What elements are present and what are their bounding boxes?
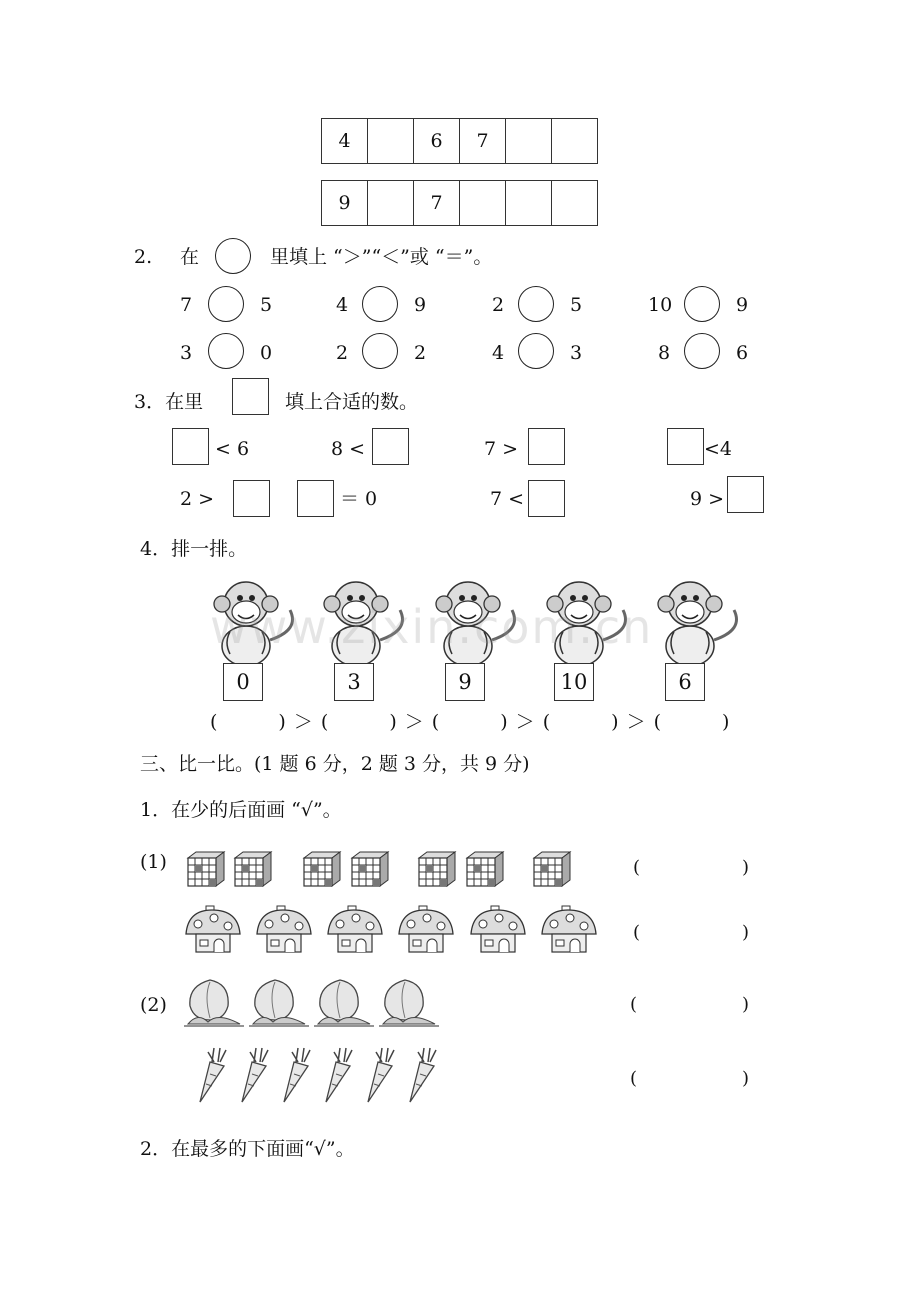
q3-prefix: 3．在里 (134, 391, 204, 413)
answer-box[interactable] (667, 428, 704, 465)
section-heading: 三、比一比。(1 题 6 分，2 题 3 分，共 9 分) (140, 753, 530, 775)
mushroom-house-row (184, 904, 614, 959)
answer-paren-close: ) (742, 1068, 750, 1089)
monkey-number-box: 3 (334, 663, 374, 701)
monkey-number-box: 10 (554, 663, 594, 701)
answer-box[interactable] (727, 476, 764, 513)
q3-item: 2 > (180, 488, 215, 510)
seq-cell[interactable] (460, 181, 506, 225)
rubik-cube-row (184, 850, 584, 890)
seq-cell[interactable] (506, 181, 552, 225)
compare-circle[interactable] (684, 333, 720, 369)
peach-row (184, 976, 444, 1031)
seq-cell: 6 (414, 119, 460, 163)
compare-left: 4 (492, 342, 505, 364)
compare-left: 10 (648, 294, 673, 316)
q2-prefix: 在 (180, 246, 200, 268)
compare-right: 6 (736, 342, 749, 364)
seq-cell: 9 (322, 181, 368, 225)
watermark: www.zixin.com.cn (210, 600, 654, 654)
part1-label: (1) (140, 851, 167, 873)
q3-item: ＝ 0 (340, 488, 378, 510)
q4-title: 4．排一排。 (140, 538, 248, 560)
compare-left: 2 (336, 342, 349, 364)
carrot-row (190, 1046, 450, 1106)
seq-cell[interactable] (368, 119, 414, 163)
q3-item: 9 > (690, 488, 725, 510)
compare-right: 3 (570, 342, 583, 364)
q3-item: 7 > (484, 438, 519, 460)
q3-item: <4 (704, 438, 733, 460)
compare-left: 7 (180, 294, 193, 316)
q2-example-circle (215, 238, 251, 274)
answer-box[interactable] (233, 480, 270, 517)
seq-cell: 7 (414, 181, 460, 225)
monkey-number-box: 6 (665, 663, 705, 701)
compare-circle[interactable] (362, 286, 398, 322)
q2-instruction: 里填上 “＞”“＜”或 “＝”。 (270, 246, 493, 268)
seq-cell[interactable] (552, 181, 597, 225)
answer-paren-open: ( (633, 922, 641, 943)
compare-right: 2 (414, 342, 427, 364)
seq-cell[interactable] (368, 181, 414, 225)
q3-item: < 6 (215, 438, 250, 460)
seq-cell: 7 (460, 119, 506, 163)
compare-left: 8 (658, 342, 671, 364)
q3-item: 8 < (331, 438, 366, 460)
compare-circle[interactable] (684, 286, 720, 322)
compare-circle[interactable] (208, 333, 244, 369)
sequence-row-1 (321, 118, 598, 164)
q3-item: 7 < (490, 488, 525, 510)
compare-right: 0 (260, 342, 273, 364)
compare-circle[interactable] (518, 333, 554, 369)
compare-circle[interactable] (518, 286, 554, 322)
answer-paren-open: ( (630, 994, 638, 1015)
compare-circle[interactable] (208, 286, 244, 322)
section3-q2-title: 2．在最多的下面画“√”。 (140, 1138, 355, 1160)
answer-box[interactable] (297, 480, 334, 517)
answer-box[interactable] (372, 428, 409, 465)
monkey-number-box: 9 (445, 663, 485, 701)
sequence-row-2 (321, 180, 598, 226)
compare-right: 9 (736, 294, 749, 316)
seq-cell: 4 (322, 119, 368, 163)
seq-cell[interactable] (506, 119, 552, 163)
answer-box[interactable] (528, 428, 565, 465)
compare-left: 2 (492, 294, 505, 316)
answer-box[interactable] (172, 428, 209, 465)
compare-left: 3 (180, 342, 193, 364)
seq-cell[interactable] (552, 119, 597, 163)
q3-suffix: 填上合适的数。 (285, 391, 419, 413)
answer-paren-close: ) (742, 922, 750, 943)
answer-paren-close: ) (742, 857, 750, 878)
compare-right: 5 (260, 294, 273, 316)
answer-paren-open: ( (633, 857, 641, 878)
answer-paren-close: ) (742, 994, 750, 1015)
compare-circle[interactable] (362, 333, 398, 369)
compare-right: 5 (570, 294, 583, 316)
compare-left: 4 (336, 294, 349, 316)
order-answer-line[interactable]: ( ) ＞ ( ) ＞ ( ) ＞ ( ) ＞ ( ) (210, 711, 731, 733)
answer-paren-open: ( (630, 1068, 638, 1089)
answer-box[interactable] (528, 480, 565, 517)
section3-q1-title: 1．在少的后面画 “√”。 (140, 799, 342, 821)
monkey-number-box: 0 (223, 663, 263, 701)
q3-example-box (232, 378, 269, 415)
compare-right: 9 (414, 294, 427, 316)
part2-label: (2) (140, 994, 167, 1016)
q2-number: 2. (134, 246, 153, 268)
